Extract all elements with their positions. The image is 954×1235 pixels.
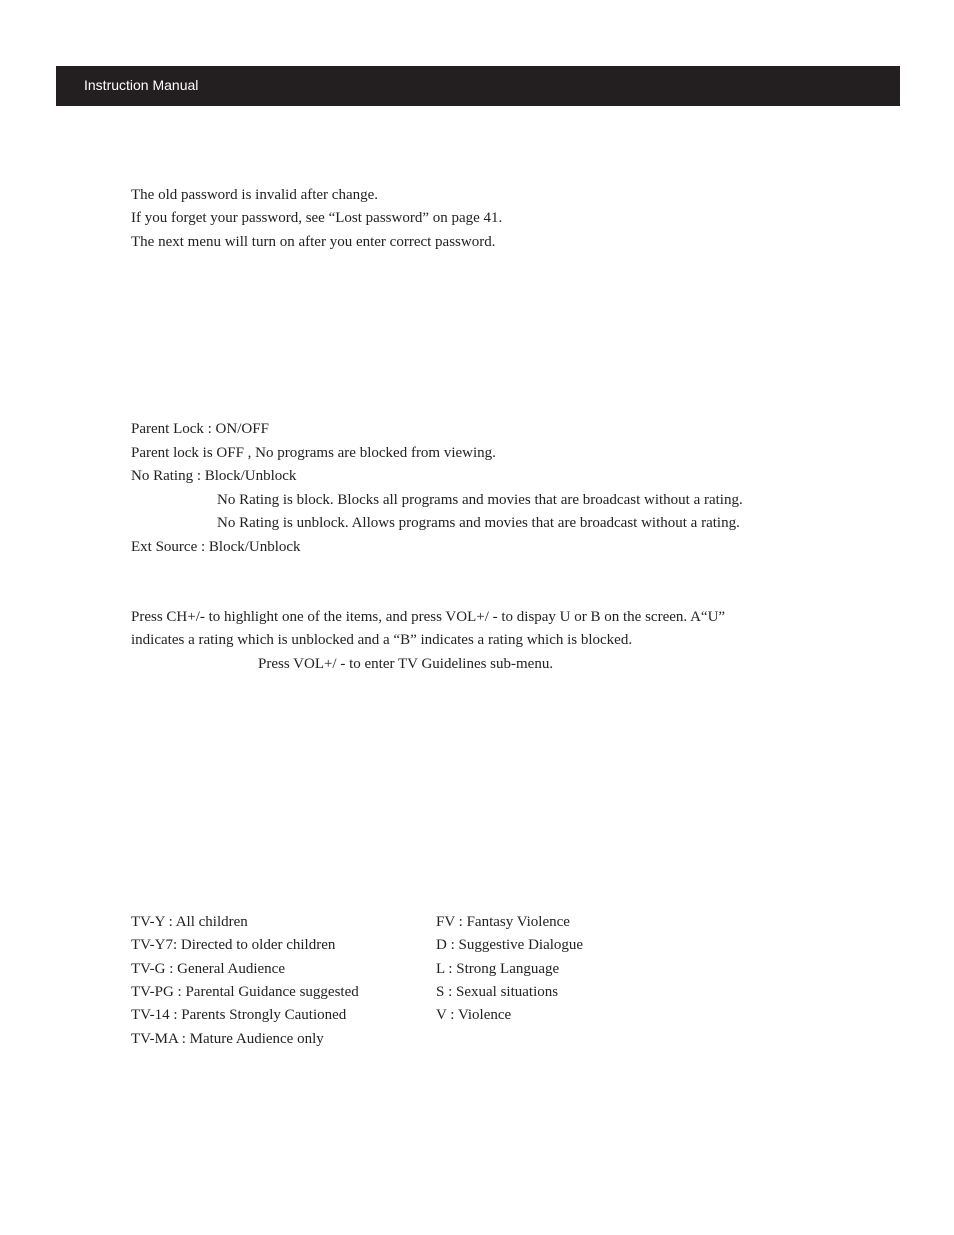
content-descriptor-item: FV : Fantasy Violence bbox=[436, 914, 570, 930]
password-note: If you forget your password, see “Lost password” on page 41. bbox=[131, 210, 503, 226]
tv-rating-item: TV-14 : Parents Strongly Cautioned bbox=[131, 1007, 347, 1023]
content-descriptor-item: L : Strong Language bbox=[436, 961, 560, 977]
tv-rating-item: TV-G : General Audience bbox=[131, 961, 285, 977]
instruction-text: Press VOL+/ - to enter TV Guidelines sub-menu. bbox=[258, 656, 554, 672]
content-descriptor-item: V : Violence bbox=[436, 1007, 512, 1023]
instruction-text: Press CH+/- to highlight one of the items, and press VOL+/ - to dispay U or B on the screen. A“U” bbox=[131, 609, 726, 625]
password-note: The next menu will turn on after you enter correct password. bbox=[131, 234, 496, 250]
tv-rating-item: TV-PG : Parental Guidance suggested bbox=[131, 984, 359, 1000]
header-bar bbox=[56, 66, 900, 106]
tv-rating-item: TV-Y : All children bbox=[131, 914, 248, 930]
no-rating-setting: No Rating : Block/Unblock bbox=[131, 468, 297, 484]
parent-lock-description: Parent lock is OFF , No programs are blocked from viewing. bbox=[131, 445, 496, 461]
content-descriptor-item: S : Sexual situations bbox=[436, 984, 559, 1000]
parent-lock-setting: Parent Lock : ON/OFF bbox=[131, 421, 269, 437]
tv-rating-item: TV-MA : Mature Audience only bbox=[131, 1031, 324, 1047]
no-rating-unblock-description: No Rating is unblock. Allows programs and movies that are broadcast without a rating. bbox=[217, 515, 740, 531]
ext-source-setting: Ext Source : Block/Unblock bbox=[131, 539, 301, 555]
instruction-text: indicates a rating which is unblocked and a “B” indicates a rating which is blocked. bbox=[131, 632, 633, 648]
tv-rating-item: TV-Y7: Directed to older children bbox=[131, 937, 336, 953]
manual-title: Instruction Manual bbox=[84, 77, 199, 93]
password-note: The old password is invalid after change. bbox=[131, 187, 379, 203]
no-rating-block-description: No Rating is block. Blocks all programs and movies that are broadcast without a rating. bbox=[217, 492, 743, 508]
content-descriptor-item: D : Suggestive Dialogue bbox=[436, 937, 584, 953]
